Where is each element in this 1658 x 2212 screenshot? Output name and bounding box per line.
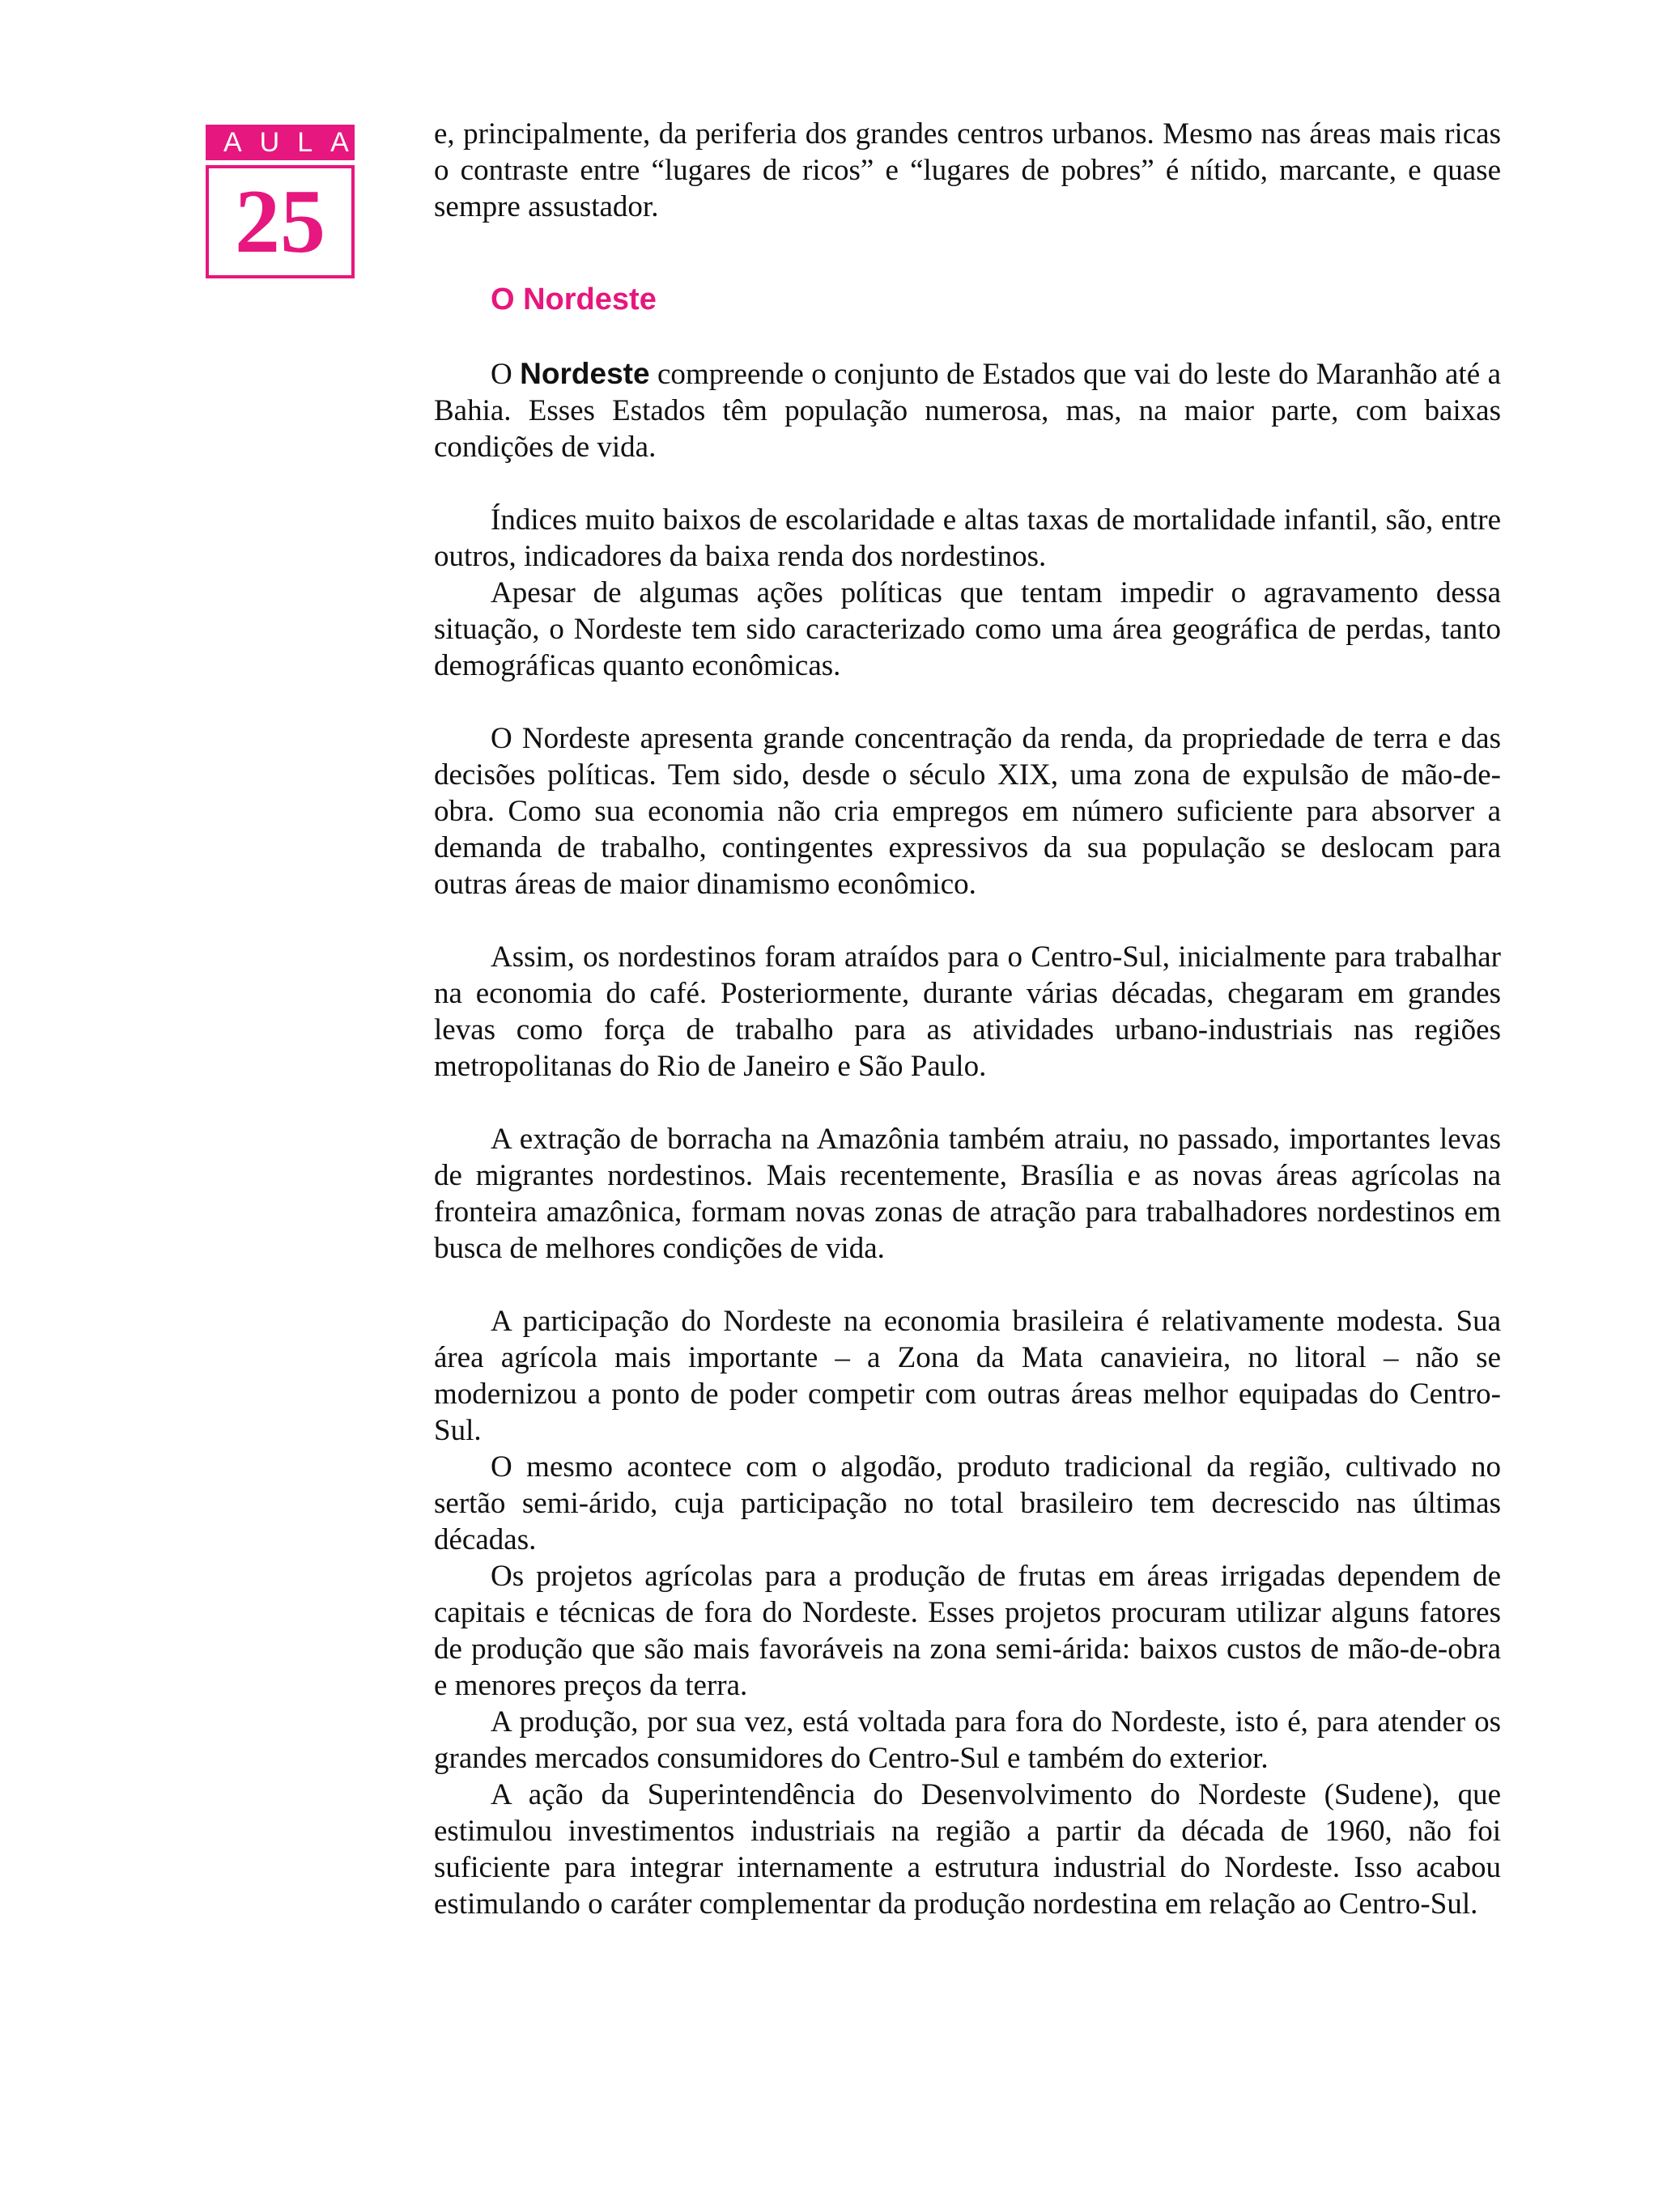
paragraph-11: A ação da Superintendência do Desenvolvimento do Nordeste (Sudene), que estimulou investimentos industriais na região a partir da década de 1960, não foi suficiente para integrar internamente a estrutura industrial do Nordeste. Isso acabou estimulando o caráter complementar da produção nordestina em relação ao Centro-Sul.: [434, 1778, 1501, 1921]
paragraph-7: A participação do Nordeste na economia brasileira é relativamente modesta. Sua área agrícola mais importante – a Zona da Mata canavieira, no litoral – não se modernizou a ponto de poder competir com outras áreas melhor equipadas do Centro-Sul.: [434, 1305, 1501, 1447]
paragraph-3: Apesar de algumas ações políticas que tentam impedir o agravamento dessa situação, o Nordeste tem sido caracterizado como uma área geográfica de perdas, tanto demográficas quanto econômicas.: [434, 576, 1501, 682]
paragraph-2: Índices muito baixos de escolaridade e altas taxas de mortalidade infantil, são, entre outros, indicadores da baixa renda dos nordestinos.: [434, 503, 1501, 573]
lesson-number: 25: [206, 165, 355, 278]
paragraph-9: Os projetos agrícolas para a produção de frutas em áreas irrigadas dependem de capitais e técnicas de fora do Nordeste. Esses projetos procuram utilizar alguns fatores de produção que são mais favoráveis na zona semi-árida: baixos custos de mão-de-obra e menores preços da terra.: [434, 1560, 1501, 1702]
lesson-badge: [206, 125, 367, 278]
paragraph-10: A produção, por sua vez, está voltada para fora do Nordeste, isto é, para atender os grandes mercados consumidores do Centro-Sul e também do exterior.: [434, 1705, 1501, 1775]
paragraph-1: [434, 355, 1501, 465]
section-heading: O Nordeste: [491, 282, 657, 316]
paragraph-5: Assim, os nordestinos foram atraídos para o Centro-Sul, inicialmente para trabalhar na economia do café. Posteriormente, durante várias décadas, chegaram em grandes levas como força de trabalho para as atividades urbano-industriais nas regiões metropolitanas do Rio de Janeiro e São Paulo.: [434, 940, 1501, 1083]
paragraph-4: O Nordeste apresenta grande concentração da renda, da propriedade de terra e das decisões políticas. Tem sido, desde o século XIX, uma zona de expulsão de mão-de-obra. Como sua economia não cria empregos em número suficiente para absorver a demanda de trabalho, contingentes expressivos da sua população se deslocam para outras áreas de maior dinamismo econômico.: [434, 722, 1501, 901]
lesson-badge-label: AULA: [206, 125, 355, 160]
paragraph-8: O mesmo acontece com o algodão, produto tradicional da região, cultivado no sertão semi-árido, cuja participação no total brasileiro tem decrescido nas últimas décadas.: [434, 1450, 1501, 1556]
section-heading-wrap: [434, 282, 1501, 318]
paragraph-1-rest: compreende o conjunto de Estados que vai do leste do Maranhão até a Bahia. Esses Estados têm população numerosa, mas, na maior parte, com baixas condições de vida.: [434, 358, 1501, 464]
paragraph-6: A extração de borracha na Amazônia também atraiu, no passado, importantes levas de migrantes nordestinos. Mais recentemente, Brasília e as novas áreas agrícolas na fronteira amazônica, formam novas zonas de atração para trabalhadores nordestinos em busca de melhores condições de vida.: [434, 1123, 1501, 1265]
intro-paragraph: e, principalmente, da periferia dos grandes centros urbanos. Mesmo nas áreas mais ricas o contraste entre “lugares de ricos” e “lugares de pobres” é nítido, marcante, e quase sempre assustador.: [434, 117, 1501, 223]
page-content: [434, 116, 1501, 1922]
keyword-nordeste: Nordeste: [520, 357, 650, 390]
paragraph-1-lead: O: [491, 358, 521, 391]
